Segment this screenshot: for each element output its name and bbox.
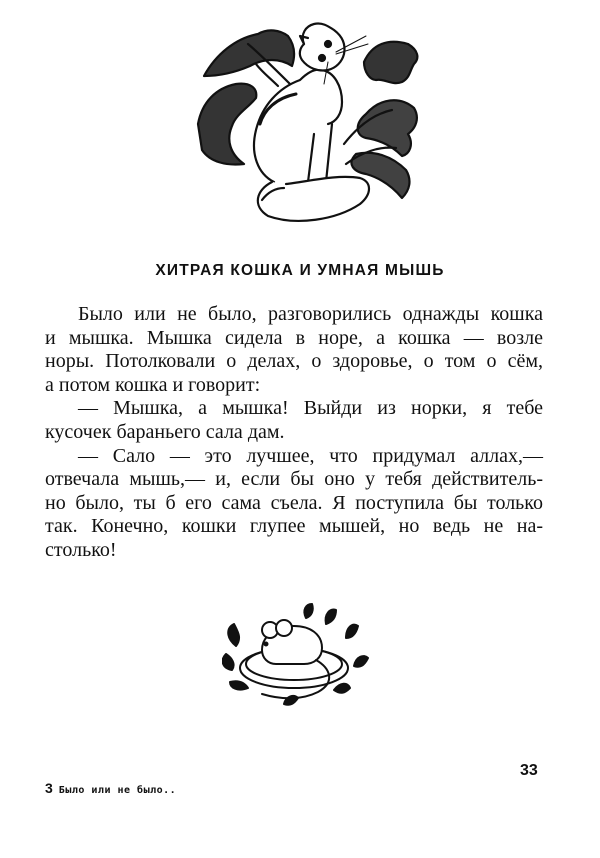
text-line: но было, ты б его сама съела. Я поступила бы только: [45, 491, 543, 514]
leaf-shape: [346, 625, 358, 638]
cat-head: [300, 23, 345, 70]
story-body: [45, 303, 543, 563]
text-line: а потом кошка и говорит:: [45, 373, 261, 396]
text-line: — Мышка, а мышка! Выйди из норки, я тебе: [78, 397, 543, 420]
story-title: ХИТРАЯ КОШКА И УМНАЯ МЫШЬ: [155, 262, 445, 279]
leaf-shape: [364, 42, 417, 83]
text-line: столько!: [45, 538, 117, 561]
text-line: кусочек бараньего сала дам.: [45, 420, 285, 443]
signature-text: Было или не было..: [58, 785, 177, 796]
leaf-shape: [230, 681, 248, 689]
text-line: Было или не было, разговорились однажды кошка: [78, 303, 543, 325]
leaf-shape: [284, 696, 298, 705]
cat-among-leaves-illustration: [196, 14, 422, 226]
leaf-shape: [354, 656, 368, 667]
leaf-shape: [223, 654, 234, 670]
leaf-shape: [198, 84, 256, 165]
leaf-shape: [304, 604, 312, 618]
text-line: норы. Потолковали о делах, о здоровье, о том о сём,: [45, 350, 543, 373]
leaf-shape: [326, 610, 336, 624]
text-line: так. Конечно, кошки глупее мышей, но ведь не на-: [45, 515, 543, 538]
leaf-shape: [204, 30, 294, 76]
cat-tail: [258, 177, 369, 221]
signature-number: 3: [45, 780, 53, 796]
leaf-shape: [228, 624, 239, 646]
page-number: 33: [520, 762, 538, 779]
text-line: отвечала мышь,— и, если бы оно у тебя действитель-: [45, 468, 543, 491]
leaf-shape: [334, 684, 350, 693]
text-line: — Сало — это лучшее, что придумал аллах,—: [78, 444, 543, 467]
printer-signature-mark: [45, 780, 176, 796]
text-line: и мышка. Мышка сидела в норе, а кошка — возле: [45, 326, 543, 349]
mouse-on-dish-illustration: [222, 602, 370, 706]
